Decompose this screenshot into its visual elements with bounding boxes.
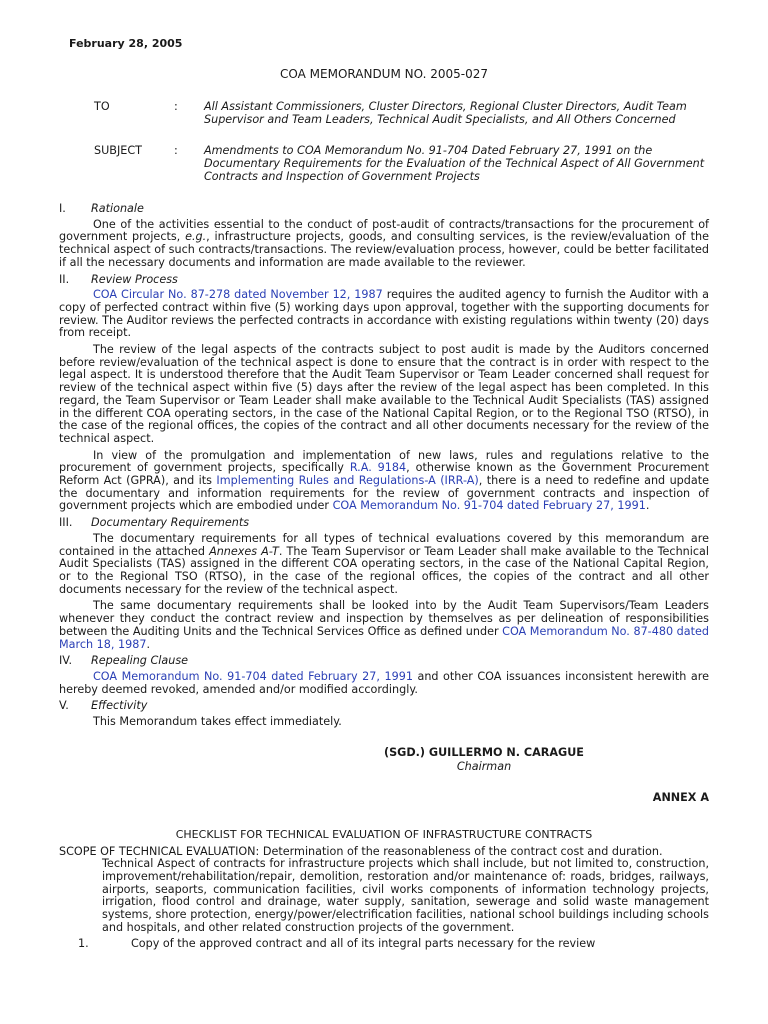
subject-row [94, 144, 714, 183]
text-run: . [146, 637, 151, 651]
checklist-item [59, 938, 709, 951]
coa-memo-87-480-link[interactable]: COA Memorandum No. 87-480 dated March 18, 1987 [59, 624, 709, 651]
section-heading-rationale [59, 203, 709, 216]
review-paragraph-3 [59, 450, 709, 514]
text-run: , there is a need to redefine and update the documentary and information requirements for the review of government contracts and inspection of government projects which are embodied under [59, 474, 709, 513]
repeal-paragraph [59, 671, 709, 696]
text-run: , otherwise known as the Government Procurement Reform Act (GPRA), and its [59, 461, 709, 488]
docreq-paragraph-2 [59, 600, 709, 651]
review-paragraph-1 [59, 289, 709, 340]
text-run: In view of the promulgation and implementation of new laws, rules and regulations relative to the procurement of government projects, specifically [59, 448, 709, 475]
section-title: Repealing Clause [91, 654, 189, 668]
memo-date: February 28, 2005 [69, 37, 183, 50]
memo-body [59, 203, 709, 951]
text-run: The same documentary requirements shall be looked into by the Audit Team Supervisors/Team Leaders whenever they conduct the contract review and inspection by themselves as per delineation of responsibilities between the Auditing Units and the Technical Services Office as defined under [59, 599, 709, 638]
section-number: IV. [59, 654, 73, 668]
section-heading-repealing-clause [59, 655, 709, 668]
text-run-italic: Annexes A-T [209, 544, 279, 558]
section-heading-review-process [59, 274, 709, 287]
to-label: TO [94, 100, 110, 113]
subject-value: Amendments to COA Memorandum No. 91-704 Dated February 27, 1991 on the Documentary Requirements for the Evaluation of the Technical Aspect of All Government Contracts and Inspection of Government Projects [204, 144, 705, 183]
section-heading-documentary-requirements [59, 517, 709, 530]
section-number: V. [59, 699, 69, 713]
coa-memo-91-704-repeal-link[interactable]: COA Memorandum No. 91-704 dated February 27, 1991 [93, 669, 413, 683]
signatory-name: (SGD.) GUILLERMO N. CARAGUE [384, 745, 584, 759]
coa-memo-91-704-link[interactable]: COA Memorandum No. 91-704 dated February 27, 1991 [332, 499, 646, 513]
annex-label: ANNEX A [652, 791, 709, 805]
text-run: The documentary requirements for all types of technical evaluations covered by this memorandum are contained in the attached [59, 531, 709, 558]
irr-a-link[interactable]: Implementing Rules and Regulations-A (IRR-A) [216, 474, 479, 488]
docreq-paragraph-1 [59, 533, 709, 597]
section-heading-effectivity [59, 700, 709, 713]
text-run: One of the activities essential to the conduct of post-audit of contracts/transactions for the procurement of government projects, [59, 217, 709, 244]
checklist-item-text: Copy of the approved contract and all of its integral parts necessary for the review [131, 937, 596, 951]
section-title: Documentary Requirements [91, 516, 250, 530]
signatory-title: Chairman [456, 760, 512, 774]
text-run: and other COA issuances inconsistent herewith are hereby deemed revoked, amended and/or modified accordingly. [59, 669, 709, 696]
section-title: Rationale [91, 202, 144, 215]
subject-label: SUBJECT [94, 144, 142, 157]
to-row [94, 100, 714, 126]
text-run: requires the audited agency to furnish the Auditor with a copy of perfected contract within five (5) working days upon approval, together with the supporting documents for review. The Auditor reviews the perfected contracts in accordance with existing regulations within twenty (20) days from receipt. [59, 288, 709, 340]
section-number: I. [59, 202, 66, 215]
coa-circular-87-278-link[interactable]: COA Circular No. 87-278 dated November 12, 1987 [93, 288, 383, 302]
text-run: , infrastructure projects, goods, and consulting services, is the review/evaluation of the technical aspect of such contracts/transactions. The review/evaluation process, however, could be better facilitated if all the necessary documents and information are made available to the reviewer. [59, 230, 709, 269]
review-paragraph-2: The review of the legal aspects of the contracts subject to post audit is made by the Auditors concerned before review/evaluation of the technical aspect is done to ensure that the contract is in order with respect to the legal aspect. It is understood therefore that the Audit Team Supervisor or Team Leader concerned shall request for review of the technical aspect within five (5) days after the review of the legal aspect has been completed. In this regard, the Team Supervisor or Team Leader shall make available to the Technical Audit Specialists (TAS) assigned in the different COA operating sectors, in the case of the National Capital Region, or to the Regional TSO (RTSO), in the case of the regional offices, the copies of the contract and all other documents necessary for the review of the technical aspect. [59, 343, 709, 445]
section-title: Effectivity [91, 699, 148, 713]
ra-9184-link[interactable]: R.A. 9184 [349, 461, 407, 475]
text-run-italic: e.g. [185, 230, 207, 244]
checklist-item-number: 1. [78, 937, 89, 951]
effectivity-paragraph: This Memorandum takes effect immediately. [93, 715, 342, 729]
to-colon: : [174, 100, 178, 113]
scope-paragraph [59, 846, 709, 935]
checklist-title: CHECKLIST FOR TECHNICAL EVALUATION OF INFRASTRUCTURE CONTRACTS [175, 827, 593, 841]
memo-title: COA MEMORANDUM NO. 2005-027 [280, 67, 488, 81]
text-run: . The Team Supervisor or Team Leader shall make available to the Technical Audit Specialists (TAS) assigned in the different COA operating sectors, in the case of the National Capital Region, or to the Regional TSO (RTSO), in the case of the regional offices, the copies of the contract and all other documents necessary for the review of the technical aspect. [59, 544, 709, 596]
rationale-paragraph [59, 219, 709, 270]
section-title: Review Process [91, 272, 178, 286]
scope-first-line: SCOPE OF TECHNICAL EVALUATION: Determination of the reasonableness of the contract cost and duration. [59, 844, 663, 858]
subject-colon: : [174, 144, 178, 157]
section-number: II. [59, 272, 70, 286]
section-number: III. [59, 516, 73, 530]
to-value: All Assistant Commissioners, Cluster Directors, Regional Cluster Directors, Audit Team Supervisor and Team Leaders, Technical Audit Specialists, and All Others Concerned [204, 100, 687, 126]
scope-body: Technical Aspect of contracts for infrastructure projects which shall include, but not limited to, construction, improvement/rehabilitation/repair, demolition, restoration and/or maintenance of: roads, bridges, railways, airports, seaports, communication facilities, civil works components of information technology projects, irrigation, flood control and drainage, water supply, sanitation, sewerage and solid waste management systems, shore protection, energy/power/electrification facilities, national school buildings including schools and hospitals, and other related construction projects of the government. [102, 857, 709, 934]
text-run: . [645, 499, 650, 513]
